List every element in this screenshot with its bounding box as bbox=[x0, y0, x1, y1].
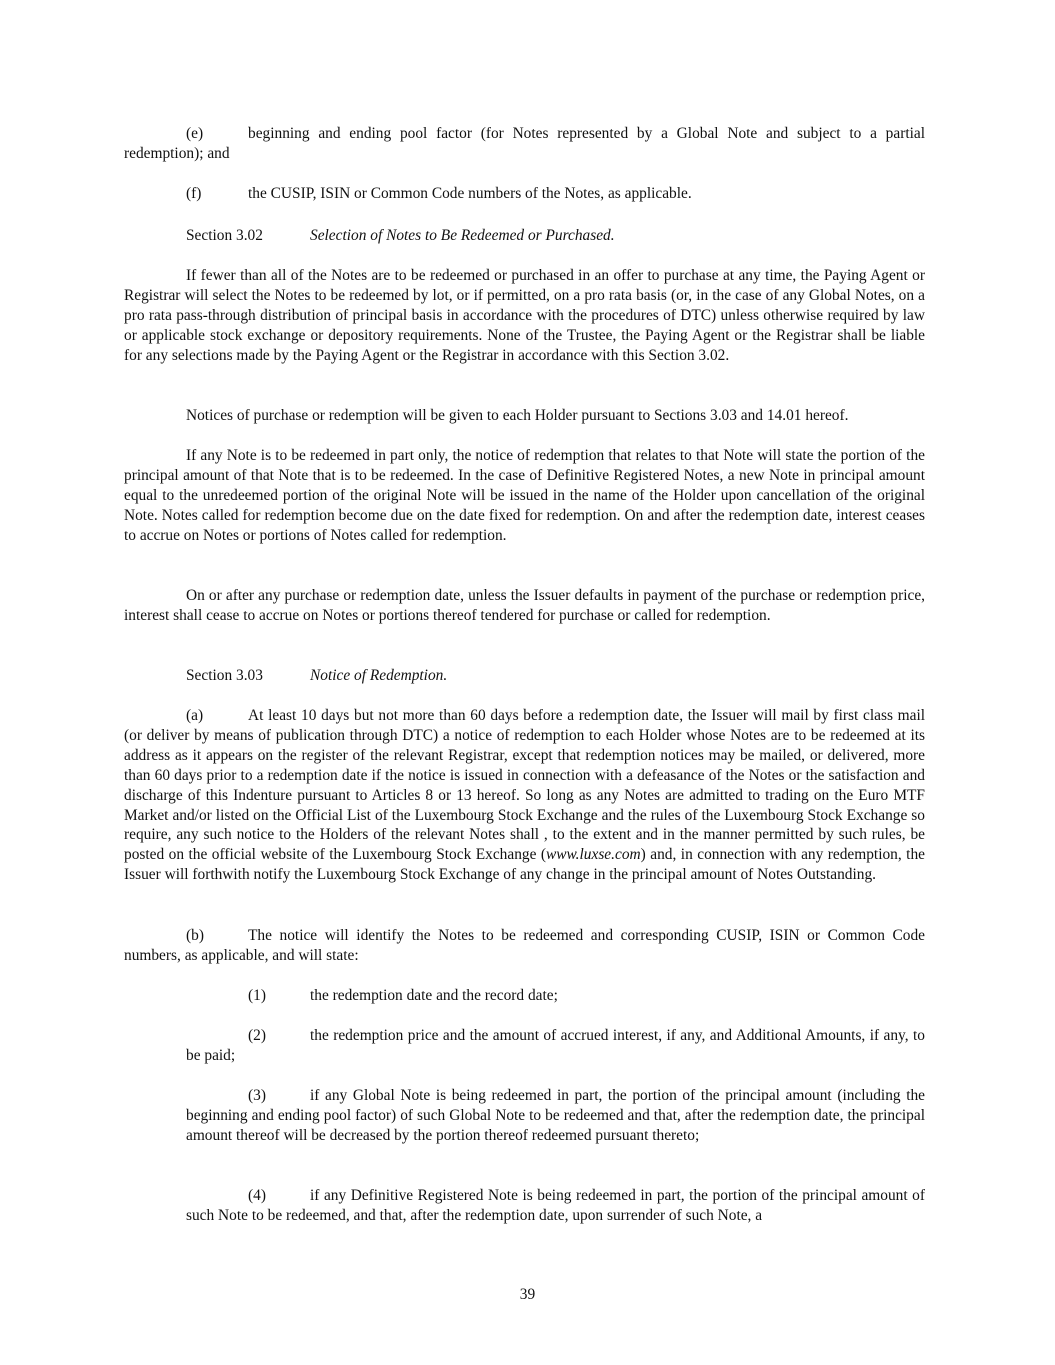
item-label: (3) bbox=[248, 1087, 266, 1104]
paragraph-f bbox=[124, 184, 925, 204]
list-item-4 bbox=[186, 1186, 925, 1226]
paragraph-after-redemption: On or after any purchase or redemption date, unless the Issuer defaults in payment of the purchase or redemption price, interest shall cease to accrue on Notes or portions thereof tendered for purchase or called for redemption. bbox=[124, 587, 925, 624]
list-item-1 bbox=[186, 986, 925, 1006]
item-label: (1) bbox=[248, 987, 266, 1004]
paragraph-notices: Notices of purchase or redemption will be given to each Holder pursuant to Sections 3.03 and 14.01 hereof. bbox=[186, 407, 849, 424]
section-title: Notice of Redemption. bbox=[310, 667, 448, 684]
section-number: Section 3.02 bbox=[186, 227, 263, 244]
paragraph-a bbox=[124, 706, 925, 885]
item-label: (2) bbox=[248, 1027, 266, 1044]
section-3-03-heading bbox=[124, 666, 925, 686]
list-item-3 bbox=[186, 1086, 925, 1146]
paragraph-b bbox=[124, 926, 925, 966]
item-label: (f) bbox=[186, 185, 202, 202]
paragraph-text-continued: ) and, in connection with any redemption, the Issuer will forthwith notify the Luxembourg Stock Exchange of any change in the principal amount of Notes Outstanding. bbox=[124, 846, 925, 884]
paragraph-text: the CUSIP, ISIN or Common Code numbers of the Notes, as applicable. bbox=[248, 185, 692, 202]
paragraph-e bbox=[124, 124, 925, 164]
paragraph-text: At least 10 days but not more than 60 days before a redemption date, the Issuer will mail by first class mail (or deliver by means of publication through DTC) a notice of redemption to each Holder whose Notes are to be redeemed at its address as it appears on the register of the relevant Registrar, except that redemption notices may be mailed, or delivered, more than 60 days prior to a redemption date if the notice is issued in connection with a defeasance of the Notes or the satisfaction and discharge of this Indenture pursuant to Articles 8 or 13 hereof. So long as any Notes are admitted to trading on the Euro MTF Market and/or listed on the Official List of the Luxembourg Stock Exchange and the rules of the Luxembourg Stock Exchange so require, any such notice to the Holders of the relevant Notes shall , to the extent and in the manner permitted by such rules, be posted on the official website of the Luxembourg Stock Exchange ( bbox=[124, 707, 925, 864]
section-title: Selection of Notes to Be Redeemed or Purchased. bbox=[310, 227, 615, 244]
paragraph-partial-redemption: If any Note is to be redeemed in part only, the notice of redemption that relates to that Note will state the portion of the principal amount of that Note that is to be redeemed. In the case of Definitive Registered Notes, a new Note in principal amount equal to the unredeemed portion of the original Note will be issued in the name of the Holder upon cancellation of the original Note. Notes called for redemption become due on the date fixed for redemption. On and after the redemption date, interest ceases to accrue on Notes or portions of Notes called for redemption. bbox=[124, 447, 925, 544]
item-label: (a) bbox=[186, 707, 204, 724]
paragraph-selection: If fewer than all of the Notes are to be redeemed or purchased in an offer to purchase at any time, the Paying Agent or Registrar will select the Notes to be redeemed by lot, or if permitted, on a pro rata basis (or, in the case of any Global Notes, on a pro rata pass-through distribution of principal basis in accordance with the procedures of DTC) unless otherwise required by law or applicable stock exchange or depository requirements. None of the Trustee, the Paying Agent or the Registrar shall be liable for any selections made by the Paying Agent or the Registrar in accordance with this Section 3.02. bbox=[124, 267, 925, 364]
list-item-text: if any Definitive Registered Note is being redeemed in part, the portion of the principal amount of such Note to be redeemed, and that, after the redemption date, upon surrender of such Note, a bbox=[186, 1187, 925, 1224]
section-3-02-heading bbox=[124, 226, 925, 246]
list-item-text: if any Global Note is being redeemed in part, the portion of the principal amount (including the beginning and ending pool factor) of such Global Note to be redeemed and that, after the redemption date, the principal amount thereof will be decreased by the portion thereof redeemed pursuant thereto; bbox=[186, 1087, 925, 1144]
item-label: (b) bbox=[186, 927, 204, 944]
list-item-text: the redemption price and the amount of accrued interest, if any, and Additional Amounts, if any, to be paid; bbox=[186, 1027, 925, 1064]
paragraph-text: The notice will identify the Notes to be redeemed and corresponding CUSIP, ISIN or Common Code numbers, as applicable, and will state: bbox=[124, 927, 925, 964]
list-item-2 bbox=[186, 1026, 925, 1066]
luxse-website-link[interactable]: www.luxse.com bbox=[546, 846, 641, 864]
page-number: 39 bbox=[519, 1286, 536, 1303]
list-item-text: the redemption date and the record date; bbox=[310, 987, 558, 1004]
section-number: Section 3.03 bbox=[186, 667, 263, 684]
item-label: (e) bbox=[186, 125, 204, 142]
paragraph-text: beginning and ending pool factor (for Notes represented by a Global Note and subject to a partial redemption); and bbox=[124, 125, 925, 162]
item-label: (4) bbox=[248, 1187, 266, 1204]
